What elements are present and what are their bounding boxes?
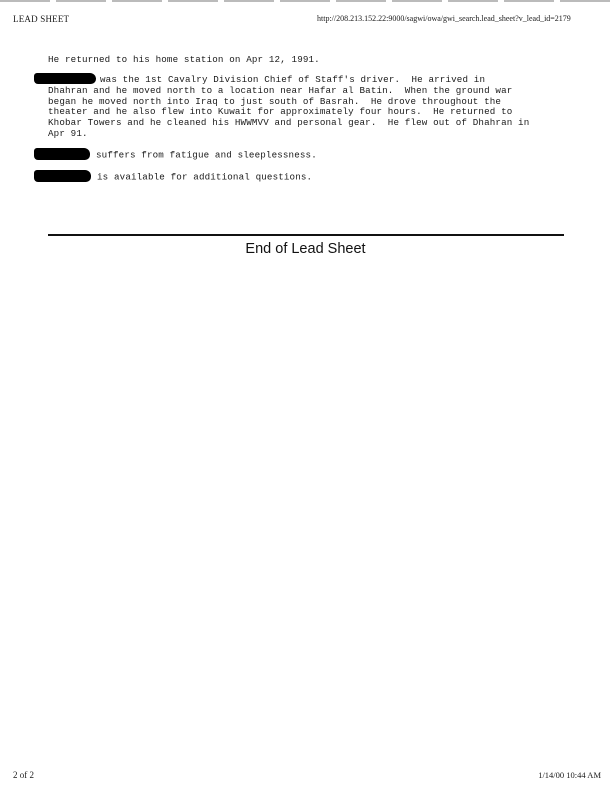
top-rule [0,0,611,2]
print-timestamp: 1/14/00 10:44 AM [538,770,601,780]
paragraph-line: began he moved north into Iraq to just south of Basrah. He drove throughout the [48,95,502,107]
paragraph-line: was the 1st Cavalry Division Chief of Staff's driver. He arrived in [100,73,486,85]
section-divider [48,234,564,236]
paragraph-symptoms [48,149,317,161]
end-of-lead-sheet-title: End of Lead Sheet [245,241,366,257]
paragraph-line: Apr 91. [48,127,88,139]
page-number: 2 of 2 [13,770,34,780]
paragraph-line: suffers from fatigue and sleeplessness. [96,149,317,161]
redaction-block [34,148,90,160]
paragraph-return-date: He returned to his home station on Apr 12, 1991. [48,54,320,65]
paragraph-driver-account [48,74,529,140]
page-header-title: LEAD SHEET [13,14,70,24]
paragraph-line: is available for additional questions. [97,171,313,183]
paragraph-line: Khobar Towers and he cleaned his HWWMVV and personal gear. He flew out of Dhahran in [48,117,530,129]
page-header-url: http://208.213.152.22:9000/sagwi/owa/gwi_search.lead_sheet?v_lead_id=2179 [317,14,571,23]
redaction-block [34,170,91,182]
paragraph-line: theater and he also flew into Kuwait for approximately four hours. He returned to [48,106,513,118]
paragraph-availability [48,171,312,183]
redaction-block [34,73,96,84]
paragraph-line: Dhahran and he moved north to a location near Hafar al Batin. When the ground war [48,84,513,96]
